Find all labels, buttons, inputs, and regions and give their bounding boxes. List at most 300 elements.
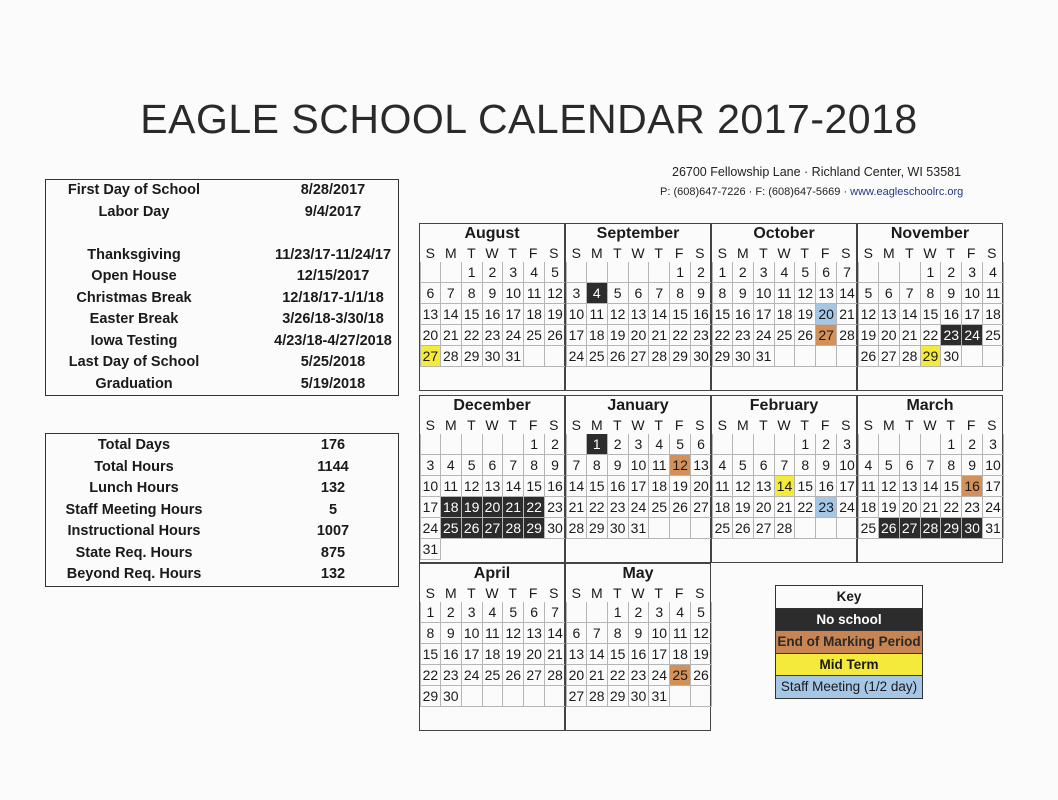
day-cell: 8 [462, 283, 483, 304]
day-cell: 22 [608, 665, 629, 686]
day-cell: 3 [462, 602, 483, 623]
day-cell: 24 [962, 325, 983, 346]
day-cell: 6 [691, 434, 712, 455]
row-label: Total Hours [94, 458, 174, 475]
weekday-letter: T [613, 417, 622, 433]
day-cell: 17 [837, 476, 858, 497]
weekday-header [566, 244, 710, 262]
day-cell: 7 [503, 455, 524, 476]
weekday-header [420, 416, 564, 434]
day-cell: 22 [921, 325, 942, 346]
empty-cell [691, 686, 712, 707]
month-name: March [906, 397, 954, 414]
weekday-letter: T [467, 245, 476, 261]
day-cell: 25 [712, 518, 733, 539]
day-cell: 22 [524, 497, 545, 518]
day-cell: 11 [858, 476, 879, 497]
day-cell: 1 [712, 262, 733, 283]
row-label: Open House [91, 268, 177, 284]
day-cell: 13 [524, 623, 545, 644]
day-cell: 1 [941, 434, 962, 455]
month-name: January [607, 397, 669, 414]
day-cell: 26 [858, 346, 879, 367]
weekday-letter: S [863, 245, 873, 261]
day-cell: 2 [545, 434, 566, 455]
month-september [565, 223, 711, 391]
day-cell: 20 [816, 304, 837, 325]
day-cell: 17 [503, 304, 524, 325]
empty-cell [879, 262, 900, 283]
day-cell: 5 [462, 455, 483, 476]
day-cell: 13 [483, 476, 504, 497]
day-cell: 25 [983, 325, 1004, 346]
day-cell: 30 [733, 346, 754, 367]
day-cell: 3 [629, 434, 650, 455]
day-cell: 1 [921, 262, 942, 283]
day-cell: 16 [441, 644, 462, 665]
weekday-letter: F [528, 585, 538, 601]
weekday-letter: S [841, 417, 851, 433]
day-cell: 5 [858, 283, 879, 304]
weekday-letter: T [613, 245, 622, 261]
day-cell: 15 [524, 476, 545, 497]
weekday-letter: M [591, 417, 603, 433]
month-december [419, 395, 565, 563]
day-cell: 15 [921, 304, 942, 325]
weekday-header [420, 244, 564, 262]
row-label: State Req. Hours [75, 544, 193, 561]
day-cell: 30 [629, 686, 650, 707]
row-value: 132 [320, 566, 346, 582]
day-cell: 24 [754, 325, 775, 346]
day-grid [858, 262, 1002, 367]
day-cell: 30 [441, 686, 462, 707]
day-cell: 30 [941, 346, 962, 367]
day-cell: 16 [629, 644, 650, 665]
empty-cell [608, 262, 629, 283]
day-cell: 9 [816, 455, 837, 476]
day-cell: 24 [503, 325, 524, 346]
day-cell: 18 [858, 497, 879, 518]
empty-cell [441, 262, 462, 283]
empty-cell [462, 434, 483, 455]
website-link[interactable]: www.eagleschoolrc.org [850, 186, 964, 198]
day-cell: 13 [816, 283, 837, 304]
day-cell: 11 [983, 283, 1004, 304]
weekday-header [858, 416, 1002, 434]
weekday-letter: T [759, 417, 768, 433]
day-cell: 28 [587, 686, 608, 707]
day-cell: 15 [795, 476, 816, 497]
day-cell: 14 [503, 476, 524, 497]
weekday-letter: W [777, 245, 791, 261]
day-cell: 19 [858, 325, 879, 346]
day-cell: 16 [545, 476, 566, 497]
weekday-letter: M [591, 585, 603, 601]
day-cell: 24 [629, 497, 650, 518]
weekday-letter: F [528, 245, 538, 261]
page-title: EAGLE SCHOOL CALENDAR 2017-2018 [140, 96, 918, 142]
day-cell: 12 [691, 623, 712, 644]
day-cell: 25 [524, 325, 545, 346]
weekday-letter: F [674, 417, 684, 433]
day-cell: 22 [712, 325, 733, 346]
day-cell: 14 [566, 476, 587, 497]
day-cell: 12 [879, 476, 900, 497]
day-cell: 18 [649, 476, 670, 497]
day-cell: 14 [900, 304, 921, 325]
weekday-letter: W [923, 245, 937, 261]
day-cell: 29 [941, 518, 962, 539]
empty-cell [503, 539, 524, 560]
day-cell: 11 [587, 304, 608, 325]
weekday-letter: T [508, 585, 517, 601]
day-cell: 19 [545, 304, 566, 325]
day-cell: 8 [524, 455, 545, 476]
month-name: February [749, 397, 819, 414]
empty-cell [462, 539, 483, 560]
day-cell: 9 [441, 623, 462, 644]
day-cell: 3 [983, 434, 1004, 455]
weekday-letter: S [695, 417, 705, 433]
day-cell: 31 [420, 539, 441, 560]
row-value: 5 [328, 501, 338, 518]
day-cell: 17 [962, 304, 983, 325]
row-label: Last Day of School [68, 354, 200, 370]
empty-cell [983, 346, 1004, 367]
empty-cell [524, 686, 545, 707]
row-label: Lunch Hours [89, 480, 179, 496]
day-cell: 22 [795, 497, 816, 518]
row-label: Graduation [95, 375, 173, 392]
day-cell: 14 [545, 623, 566, 644]
day-cell: 16 [733, 304, 754, 325]
day-cell: 26 [733, 518, 754, 539]
empty-cell [900, 262, 921, 283]
empty-cell [837, 346, 858, 367]
day-cell: 20 [566, 665, 587, 686]
day-cell: 8 [420, 623, 441, 644]
day-cell: 7 [587, 623, 608, 644]
weekday-header [712, 244, 856, 262]
day-cell: 26 [608, 346, 629, 367]
day-cell: 22 [420, 665, 441, 686]
day-cell: 10 [462, 623, 483, 644]
day-cell: 4 [712, 455, 733, 476]
contact-phones: P: (608)647-7226 · F: (608)647-5669 · [660, 186, 851, 198]
day-cell: 2 [441, 602, 462, 623]
weekday-header [566, 584, 710, 602]
day-cell: 14 [837, 283, 858, 304]
day-cell: 12 [608, 304, 629, 325]
day-cell: 2 [608, 434, 629, 455]
legend-key [775, 585, 923, 699]
day-cell: 6 [420, 283, 441, 304]
weekday-letter: T [654, 585, 663, 601]
day-cell: 1 [608, 602, 629, 623]
weekday-letter: S [717, 417, 727, 433]
day-cell: 27 [483, 518, 504, 539]
day-cell: 3 [566, 283, 587, 304]
day-cell: 13 [420, 304, 441, 325]
day-cell: 14 [587, 644, 608, 665]
day-cell: 27 [691, 497, 712, 518]
day-cell: 23 [962, 497, 983, 518]
day-cell: 24 [420, 518, 441, 539]
month-january [565, 395, 711, 563]
empty-cell [712, 434, 733, 455]
day-cell: 6 [483, 455, 504, 476]
empty-cell [441, 434, 462, 455]
day-cell: 13 [879, 304, 900, 325]
day-cell: 21 [545, 644, 566, 665]
day-cell: 20 [754, 497, 775, 518]
day-cell: 21 [566, 497, 587, 518]
day-cell: 3 [649, 602, 670, 623]
empty-cell [670, 518, 691, 539]
weekday-letter: M [737, 417, 749, 433]
weekday-letter: W [631, 417, 645, 433]
day-cell: 19 [691, 644, 712, 665]
day-cell: 10 [837, 455, 858, 476]
day-cell: 27 [524, 665, 545, 686]
day-cell: 9 [629, 623, 650, 644]
day-cell: 1 [670, 262, 691, 283]
weekday-letter: W [631, 585, 645, 601]
empty-cell [524, 539, 545, 560]
day-cell: 7 [566, 455, 587, 476]
day-cell: 8 [670, 283, 691, 304]
day-cell: 26 [670, 497, 691, 518]
weekday-letter: S [987, 417, 997, 433]
day-cell: 23 [441, 665, 462, 686]
day-cell: 15 [587, 476, 608, 497]
row-label: Thanksgiving [87, 246, 181, 263]
day-cell: 10 [754, 283, 775, 304]
weekday-letter: T [654, 417, 663, 433]
row-value: 9/4/2017 [304, 203, 362, 220]
day-cell: 25 [775, 325, 796, 346]
day-cell: 12 [733, 476, 754, 497]
month-april [419, 563, 565, 731]
day-cell: 12 [503, 623, 524, 644]
weekday-letter: F [674, 245, 684, 261]
day-cell: 3 [837, 434, 858, 455]
day-cell: 21 [921, 497, 942, 518]
empty-cell [900, 434, 921, 455]
day-cell: 16 [962, 476, 983, 497]
weekday-letter: S [571, 585, 581, 601]
weekday-letter: F [966, 417, 976, 433]
weekday-letter: S [425, 585, 435, 601]
month-march [857, 395, 1003, 563]
empty-cell [754, 434, 775, 455]
weekday-letter: T [467, 585, 476, 601]
weekday-header [566, 416, 710, 434]
day-cell: 25 [587, 346, 608, 367]
month-name: August [464, 225, 520, 242]
row-label: Instructional Hours [67, 523, 201, 539]
empty-cell [837, 518, 858, 539]
empty-cell [483, 434, 504, 455]
day-cell: 21 [587, 665, 608, 686]
day-cell: 5 [795, 262, 816, 283]
day-cell: 29 [587, 518, 608, 539]
day-cell: 9 [733, 283, 754, 304]
day-cell: 9 [941, 283, 962, 304]
day-cell: 21 [441, 325, 462, 346]
weekday-letter: S [695, 245, 705, 261]
day-cell: 28 [900, 346, 921, 367]
empty-cell [503, 434, 524, 455]
empty-cell [795, 518, 816, 539]
day-cell: 10 [420, 476, 441, 497]
day-cell: 2 [691, 262, 712, 283]
day-grid [420, 262, 564, 367]
weekday-letter: T [508, 245, 517, 261]
day-cell: 22 [941, 497, 962, 518]
day-cell: 25 [649, 497, 670, 518]
row-label: Labor Day [98, 203, 170, 220]
day-cell: 4 [858, 455, 879, 476]
day-cell: 18 [483, 644, 504, 665]
day-cell: 18 [983, 304, 1004, 325]
weekday-letter: F [674, 585, 684, 601]
hours-summary-table [45, 433, 399, 587]
weekday-header [712, 416, 856, 434]
day-cell: 27 [629, 346, 650, 367]
empty-cell [503, 686, 524, 707]
day-cell: 29 [420, 686, 441, 707]
weekday-header [858, 244, 1002, 262]
weekday-header [420, 584, 564, 602]
empty-cell [483, 539, 504, 560]
day-cell: 19 [462, 497, 483, 518]
row-value: 5/25/2018 [300, 354, 366, 370]
empty-cell [462, 686, 483, 707]
day-cell: 19 [608, 325, 629, 346]
day-cell: 17 [983, 476, 1004, 497]
day-cell: 30 [962, 518, 983, 539]
day-cell: 19 [733, 497, 754, 518]
weekday-letter: M [883, 245, 895, 261]
day-grid [566, 434, 710, 539]
day-cell: 6 [816, 262, 837, 283]
key-no-school: No school [776, 609, 922, 632]
day-cell: 25 [441, 518, 462, 539]
month-name: December [453, 397, 531, 414]
weekday-letter: S [549, 245, 559, 261]
day-cell: 23 [629, 665, 650, 686]
empty-cell [524, 346, 545, 367]
weekday-letter: W [485, 417, 499, 433]
day-cell: 11 [712, 476, 733, 497]
day-cell: 28 [837, 325, 858, 346]
day-cell: 5 [733, 455, 754, 476]
day-cell: 24 [649, 665, 670, 686]
day-cell: 2 [941, 262, 962, 283]
weekday-letter: S [549, 585, 559, 601]
day-cell: 9 [545, 455, 566, 476]
day-cell: 1 [795, 434, 816, 455]
day-cell: 27 [566, 686, 587, 707]
day-cell: 2 [733, 262, 754, 283]
month-name: May [622, 565, 654, 582]
day-cell: 7 [900, 283, 921, 304]
day-cell: 6 [524, 602, 545, 623]
day-cell: 31 [649, 686, 670, 707]
day-cell: 1 [462, 262, 483, 283]
row-value: 8/28/2017 [300, 182, 366, 198]
school-contact [660, 186, 963, 198]
empty-cell [420, 262, 441, 283]
day-cell: 26 [545, 325, 566, 346]
month-name: April [473, 565, 511, 582]
day-cell: 10 [629, 455, 650, 476]
day-cell: 6 [629, 283, 650, 304]
weekday-letter: T [946, 417, 955, 433]
empty-cell [775, 434, 796, 455]
day-cell: 12 [858, 304, 879, 325]
day-cell: 5 [608, 283, 629, 304]
day-cell: 2 [629, 602, 650, 623]
day-cell: 26 [879, 518, 900, 539]
weekday-letter: W [631, 245, 645, 261]
day-cell: 8 [712, 283, 733, 304]
row-value: 875 [320, 544, 346, 561]
month-may [565, 563, 711, 731]
empty-cell [670, 686, 691, 707]
day-cell: 20 [483, 497, 504, 518]
weekday-letter: S [863, 417, 873, 433]
row-value: 5/19/2018 [300, 375, 366, 392]
weekday-letter: M [445, 585, 457, 601]
day-cell: 24 [983, 497, 1004, 518]
day-cell: 2 [816, 434, 837, 455]
day-cell: 27 [420, 346, 441, 367]
day-cell: 12 [545, 283, 566, 304]
weekday-letter: F [820, 245, 830, 261]
row-value: 132 [320, 480, 346, 496]
day-cell: 19 [879, 497, 900, 518]
row-value: 12/15/2017 [296, 268, 370, 284]
empty-cell [566, 602, 587, 623]
day-cell: 29 [921, 346, 942, 367]
day-cell: 12 [670, 455, 691, 476]
day-cell: 30 [545, 518, 566, 539]
day-cell: 23 [691, 325, 712, 346]
day-grid [420, 434, 564, 560]
day-cell: 17 [462, 644, 483, 665]
row-label: Iowa Testing [90, 332, 178, 349]
day-cell: 28 [566, 518, 587, 539]
day-cell: 7 [545, 602, 566, 623]
day-cell: 31 [503, 346, 524, 367]
day-cell: 10 [566, 304, 587, 325]
day-cell: 7 [921, 455, 942, 476]
empty-cell [629, 262, 650, 283]
day-cell: 21 [649, 325, 670, 346]
empty-cell [441, 539, 462, 560]
empty-cell [858, 262, 879, 283]
weekday-letter: F [820, 417, 830, 433]
day-cell: 23 [816, 497, 837, 518]
empty-cell [420, 434, 441, 455]
day-cell: 18 [670, 644, 691, 665]
day-cell: 29 [670, 346, 691, 367]
weekday-letter: S [571, 245, 581, 261]
day-cell: 15 [670, 304, 691, 325]
